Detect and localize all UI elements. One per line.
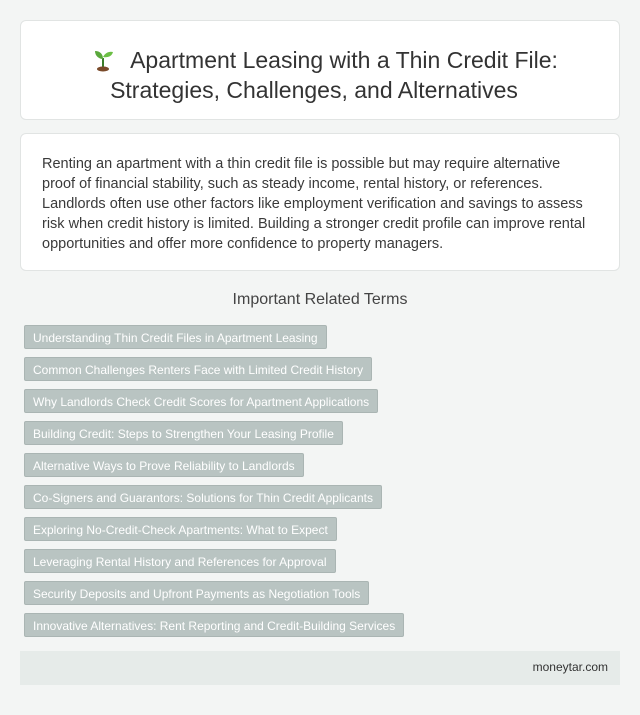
term-tag[interactable]: Leveraging Rental History and References for Approval	[24, 549, 336, 573]
title-line-2: Strategies, Challenges, and Alternatives	[110, 77, 518, 103]
intro-card	[20, 133, 620, 271]
sprout-icon	[90, 46, 116, 72]
footer-site-link[interactable]: moneytar.com	[532, 660, 608, 674]
term-tag[interactable]: Common Challenges Renters Face with Limited Credit History	[24, 357, 372, 381]
term-tag[interactable]: Alternative Ways to Prove Reliability to Landlords	[24, 453, 304, 477]
title-line-1: Apartment Leasing with a Thin Credit File:	[130, 47, 558, 73]
term-tag[interactable]: Exploring No-Credit-Check Apartments: What to Expect	[24, 517, 337, 541]
page-title	[21, 45, 619, 105]
term-tag[interactable]: Understanding Thin Credit Files in Apartment Leasing	[24, 325, 327, 349]
title-card	[20, 20, 620, 120]
related-terms-heading: Important Related Terms	[232, 291, 408, 308]
term-tag[interactable]: Building Credit: Steps to Strengthen Your Leasing Profile	[24, 421, 343, 445]
intro-text: Renting an apartment with a thin credit file is possible but may require alternative proof of financial stability, such as steady income, rental history, or references. Landlords often use other factors like employment verification and savings to assess risk when credit history is limited. Building a stronger credit profile can improve rental opportunities and offer more confidence to property managers.	[42, 156, 586, 252]
term-tag[interactable]: Why Landlords Check Credit Scores for Apartment Applications	[24, 389, 378, 413]
term-tag[interactable]: Innovative Alternatives: Rent Reporting and Credit-Building Services	[24, 613, 404, 637]
term-tag[interactable]: Co-Signers and Guarantors: Solutions for Thin Credit Applicants	[24, 485, 382, 509]
footer	[20, 651, 620, 685]
term-tag[interactable]: Security Deposits and Upfront Payments as Negotiation Tools	[24, 581, 369, 605]
